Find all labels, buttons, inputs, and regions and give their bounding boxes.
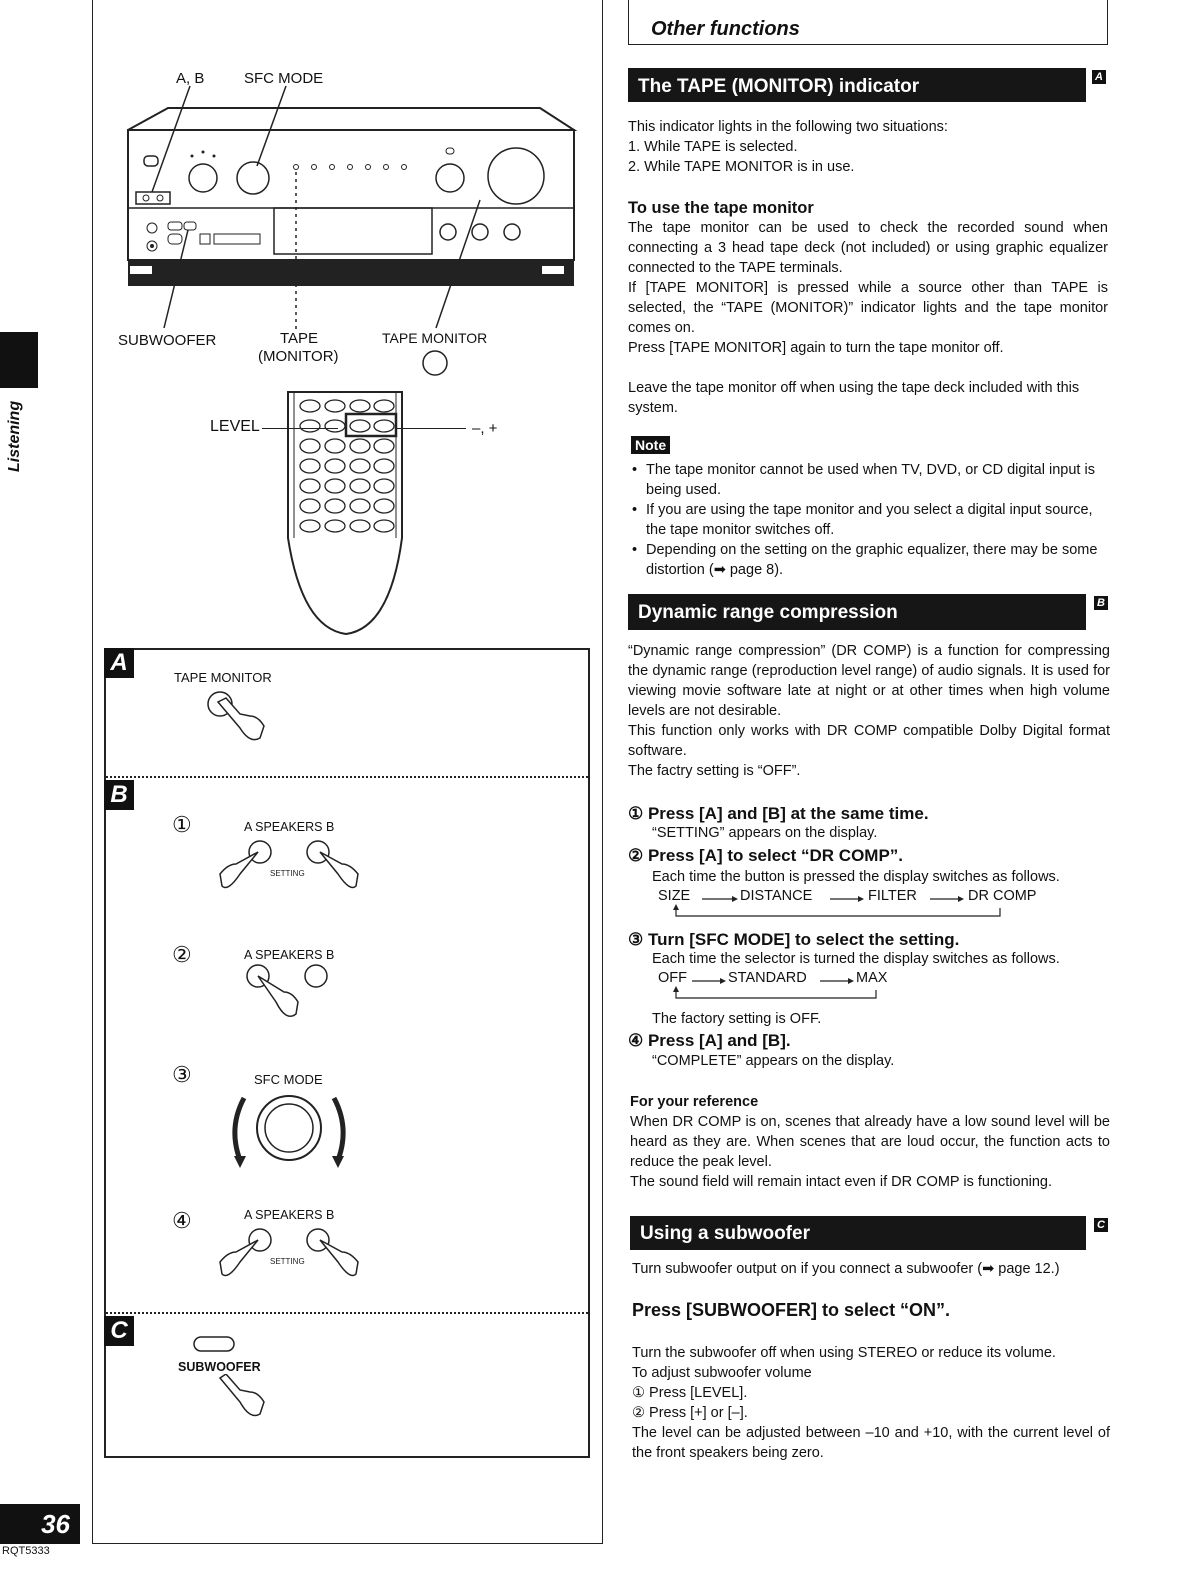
reference-heading: For your reference <box>630 1094 759 1110</box>
drc-step-4-sub: “COMPLETE” appears on the display. <box>652 1053 895 1069</box>
reference-para-1: When DR COMP is on, scenes that already have a low sound level will be heard as they are. When scenes that are loud occur, the function acts to reduce the peak level. <box>630 1114 1110 1170</box>
panel-a-label: TAPE MONITOR <box>174 670 272 685</box>
note-list <box>632 460 1110 580</box>
reference-para-2: The sound field will remain intact even if DR COMP is functioning. <box>630 1174 1053 1190</box>
filter-label: FILTER <box>868 888 917 904</box>
press-both-hands-icon-2 <box>214 1222 364 1286</box>
subwoofer-para-5: The level can be adjusted between –10 and +10, with the current level of the front speakers being zero. <box>632 1425 1110 1461</box>
drc-para-2: This function only works with DR COMP compatible Dolby Digital format software. <box>628 723 1110 759</box>
drc-para-3: The factry setting is “OFF”. <box>628 763 801 779</box>
press-hand-icon <box>200 686 270 750</box>
instruction-panel <box>104 648 590 1458</box>
section-b-title-bar: Dynamic range compression <box>628 594 1086 630</box>
press-a-hand-icon <box>236 962 336 1026</box>
section-b-letter: B <box>1094 596 1108 610</box>
label-monitor: (MONITOR) <box>258 348 339 365</box>
step-num-1: ① <box>172 812 192 837</box>
note-item: • Depending on the setting on the graphic equalizer, there may be some distortion (➡ page 8). <box>632 542 1098 578</box>
note-item: • The tape monitor cannot be used when TV, DVD, or CD digital input is being used. <box>632 462 1095 498</box>
panel-letter-a: A <box>104 648 134 678</box>
tape-para-1: The tape monitor can be used to check the recorded sound when connecting a 3 head tape deck (not included) or using graphic equalizer connected to the TAPE terminals. <box>628 220 1108 276</box>
bottom-line <box>92 1543 603 1544</box>
level-pointer-line <box>262 428 338 429</box>
label-tape-monitor: TAPE MONITOR <box>382 330 488 346</box>
page-header-title: Other functions <box>651 18 800 40</box>
size-label: SIZE <box>658 888 691 904</box>
off-label: OFF <box>658 970 687 986</box>
tape-intro: This indicator lights in the following two situations: <box>628 119 948 135</box>
panel-letter-c: C <box>104 1316 134 1346</box>
sequence-arrows-1 <box>660 890 1060 920</box>
subwoofer-para-1: Turn the subwoofer off when using STEREO or reduce its volume. <box>632 1345 1056 1361</box>
max-label: MAX <box>856 970 888 986</box>
side-tab-marker <box>0 332 38 388</box>
drc-intro <box>628 641 1110 781</box>
speakers-label-4: A SPEAKERS B <box>244 1208 335 1222</box>
panel-letter-b: B <box>104 780 134 810</box>
drc-step-3: ③ Turn [SFC MODE] to select the setting. <box>628 930 960 949</box>
note-item: • If you are using the tape monitor and you select a digital input source, the tape monitor switches off. <box>632 502 1093 538</box>
drc-step-1-sub: “SETTING” appears on the display. <box>652 825 878 841</box>
distance-label: DISTANCE <box>740 888 813 904</box>
drc-para-1: “Dynamic range compression” (DR COMP) is a function for compressing the dynamic range (reproduction level range) of audio signals. It is used for viewing movie software late at night or at other times when high volume levels are not desirable. <box>628 643 1110 719</box>
tape-para-2: If [TAPE MONITOR] is pressed while a source other than TAPE is selected, the “TAPE (MONITOR)” indicator lights and the tape monitor comes on. <box>628 280 1108 336</box>
step-num-3: ③ <box>172 1062 192 1087</box>
tape-monitor-paragraphs <box>628 218 1108 358</box>
tape-item-1: 1. While TAPE is selected. <box>628 139 798 155</box>
panel-divider-ab <box>106 776 588 778</box>
label-level: LEVEL <box>210 418 260 435</box>
column-divider-line <box>602 0 603 1544</box>
label-ab: A, B <box>176 70 205 87</box>
drc-factory-setting: The factory setting is OFF. <box>652 1011 822 1027</box>
step-num-2: ② <box>172 942 192 967</box>
svg-text:SETTING: SETTING <box>270 1257 305 1266</box>
sfc-mode-knob-icon <box>224 1090 354 1170</box>
subwoofer-para-3: ① Press [LEVEL]. <box>632 1385 748 1401</box>
section-c-letter: C <box>1094 1218 1108 1232</box>
panel-divider-bc <box>106 1312 588 1314</box>
sfc-mode-label: SFC MODE <box>254 1072 323 1087</box>
tape-monitor-button-icon <box>420 348 450 378</box>
page-header-box <box>628 0 1108 45</box>
press-subwoofer-hand-icon <box>212 1374 272 1424</box>
reference-body <box>630 1112 1110 1192</box>
speakers-label-1: A SPEAKERS B <box>244 820 335 834</box>
drc-step-2: ② Press [A] to select “DR COMP”. <box>628 846 904 865</box>
drc-step-2-sub: Each time the button is pressed the display switches as follows. <box>652 869 1060 885</box>
subwoofer-button-icon <box>190 1334 238 1354</box>
tape-sub-heading: To use the tape monitor <box>628 199 814 217</box>
subwoofer-para-2: To adjust subwoofer volume <box>632 1365 812 1381</box>
plus-minus-pointer-line <box>396 428 466 429</box>
label-tape: TAPE <box>280 330 319 347</box>
section-a-letter: A <box>1092 70 1106 84</box>
subwoofer-press-step: Press [SUBWOOFER] to select “ON”. <box>632 1300 951 1320</box>
side-tab-label: Listening <box>6 400 23 472</box>
tape-para-3: Press [TAPE MONITOR] again to turn the tape monitor off. <box>628 340 1004 356</box>
speakers-label-2: A SPEAKERS B <box>244 948 335 962</box>
tape-para-4: Leave the tape monitor off when using the tape deck included with this system. <box>628 380 1080 416</box>
subwoofer-body <box>632 1343 1110 1463</box>
sequence-arrows-2 <box>660 972 900 1002</box>
label-subwoofer: SUBWOOFER <box>118 332 217 349</box>
tape-item-2: 2. While TAPE MONITOR is in use. <box>628 159 855 175</box>
svg-text:SETTING: SETTING <box>270 869 305 878</box>
panel-c-label: SUBWOOFER <box>178 1360 261 1374</box>
drcomp-label: DR COMP <box>968 888 1037 904</box>
press-both-hands-icon <box>214 834 364 898</box>
drc-step-4: ④ Press [A] and [B]. <box>628 1031 791 1050</box>
subwoofer-para-4: ② Press [+] or [–]. <box>632 1405 748 1421</box>
drc-step-1: ① Press [A] and [B] at the same time. <box>628 804 929 823</box>
document-code: RQT5333 <box>2 1545 50 1557</box>
section-c-title-bar: Using a subwoofer <box>630 1216 1086 1250</box>
section-a-title-bar: The TAPE (MONITOR) indicator <box>628 68 1086 102</box>
step-num-4: ④ <box>172 1208 192 1233</box>
subwoofer-intro: Turn subwoofer output on if you connect a subwoofer (➡ page 12.) <box>632 1261 1060 1277</box>
note-badge: Note <box>631 436 670 454</box>
remote-control-illustration <box>280 388 410 638</box>
standard-label: STANDARD <box>728 970 807 986</box>
left-margin-line <box>92 0 93 1544</box>
section-a-body <box>628 117 1108 177</box>
label-minus-plus: –, + <box>472 420 498 437</box>
label-sfc-mode: SFC MODE <box>244 70 324 87</box>
drc-step-3-sub: Each time the selector is turned the display switches as follows. <box>652 951 1060 967</box>
page-number: 36 <box>0 1504 80 1544</box>
